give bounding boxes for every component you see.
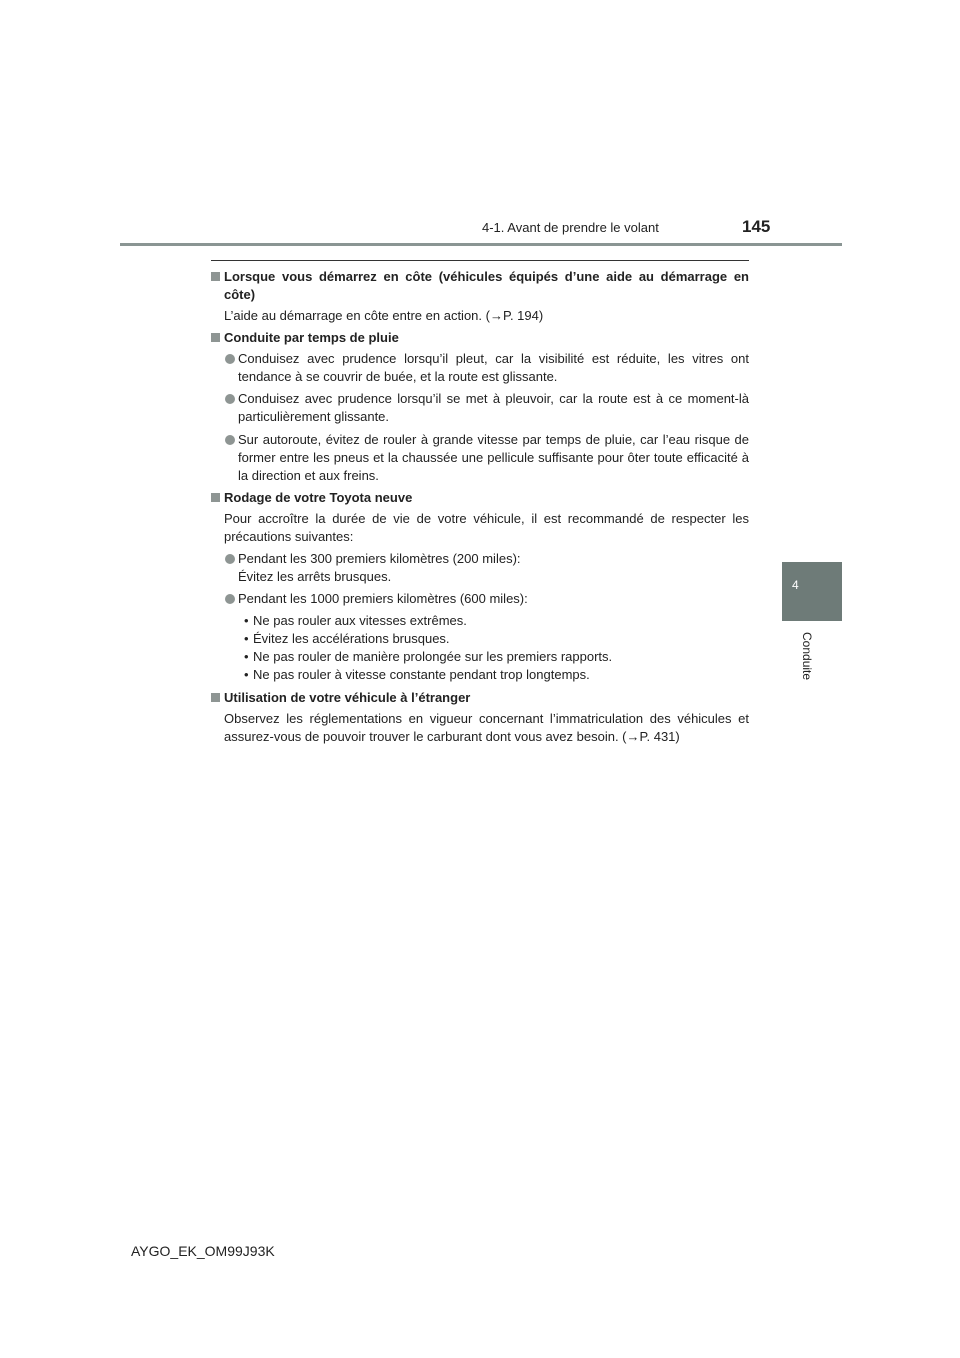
- chapter-tab[interactable]: [782, 562, 842, 621]
- square-bullet-icon: [211, 333, 220, 342]
- square-bullet-icon: [211, 493, 220, 502]
- list-item-text: Évitez les arrêts brusques.: [238, 569, 392, 584]
- list-item: [224, 550, 749, 586]
- chapter-label: Conduite: [800, 632, 814, 681]
- heading-text: Utilisation de votre véhicule à l’étranger: [224, 690, 471, 705]
- heading-text: Rodage de votre Toyota neuve: [224, 490, 413, 505]
- sub-list-text: Ne pas rouler aux vitesses extrêmes.: [253, 613, 467, 628]
- dot-bullet-icon: •: [244, 649, 249, 664]
- sub-list-text: Ne pas rouler à vitesse constante pendant trop longtemps.: [253, 667, 590, 682]
- circle-bullet-icon: [225, 554, 235, 564]
- heading-text: Lorsque vous démarrez en côte (véhicules équipés d’une aide au démarrage en côte): [224, 269, 749, 302]
- sub-list-item: [244, 630, 749, 648]
- heading-break-in: [211, 489, 749, 507]
- list-item-text: Pendant les 1000 premiers kilomètres (600 miles):: [238, 591, 528, 606]
- list-item: [224, 590, 749, 608]
- page-number: 145: [742, 217, 771, 236]
- heading-hill-start: [211, 268, 749, 304]
- paragraph: L’aide au démarrage en côte entre en action. (→P. 194): [224, 308, 544, 323]
- circle-bullet-icon: [225, 394, 235, 404]
- sub-list-item: [244, 648, 749, 666]
- list-item: [224, 390, 749, 426]
- sub-list-item: [244, 666, 749, 684]
- list-item-text: Sur autoroute, évitez de rouler à grande vitesse par temps de pluie, car l’eau risque de former entre les pneus et la chaussée une pellicule suffisante pour ôter toute efficacité à la direction et aux freins.: [238, 432, 749, 483]
- header-divider: [120, 243, 842, 246]
- list-item: [224, 350, 749, 386]
- sub-list-item: [244, 612, 749, 630]
- dot-bullet-icon: •: [244, 667, 249, 682]
- dot-bullet-icon: •: [244, 613, 249, 628]
- section-divider: [211, 260, 749, 261]
- chapter-number: 4: [792, 578, 799, 592]
- list-item-text: Pendant les 300 premiers kilomètres (200 miles):: [238, 551, 521, 566]
- paragraph: Observez les réglementations en vigueur concernant l’immatriculation des véhicules et assurez-vous de pouvoir trouver le carburant dont vous avez besoin. (→P. 431): [224, 711, 749, 744]
- list-item-text: Conduisez avec prudence lorsqu’il se met à pleuvoir, car la route est à ce moment-là particulièrement glissante.: [238, 391, 749, 424]
- heading-text: Conduite par temps de pluie: [224, 330, 399, 345]
- document-code: AYGO_EK_OM99J93K: [131, 1243, 275, 1259]
- square-bullet-icon: [211, 272, 220, 281]
- sub-list-text: Évitez les accélérations brusques.: [253, 631, 450, 646]
- paragraph: Pour accroître la durée de vie de votre véhicule, il est recommandé de respecter les précautions suivantes:: [224, 511, 749, 544]
- circle-bullet-icon: [225, 435, 235, 445]
- circle-bullet-icon: [225, 354, 235, 364]
- square-bullet-icon: [211, 693, 220, 702]
- section-title: 4-1. Avant de prendre le volant: [482, 220, 659, 235]
- list-item: [224, 431, 749, 485]
- heading-abroad: [211, 689, 749, 707]
- sub-list-text: Ne pas rouler de manière prolongée sur les premiers rapports.: [253, 649, 613, 664]
- heading-rain: [211, 329, 749, 347]
- dot-bullet-icon: •: [244, 631, 249, 646]
- circle-bullet-icon: [225, 594, 235, 604]
- list-item-text: Conduisez avec prudence lorsqu’il pleut, car la visibilité est réduite, les vitres ont tendance à se couvrir de buée, et la route est glissante.: [238, 351, 749, 384]
